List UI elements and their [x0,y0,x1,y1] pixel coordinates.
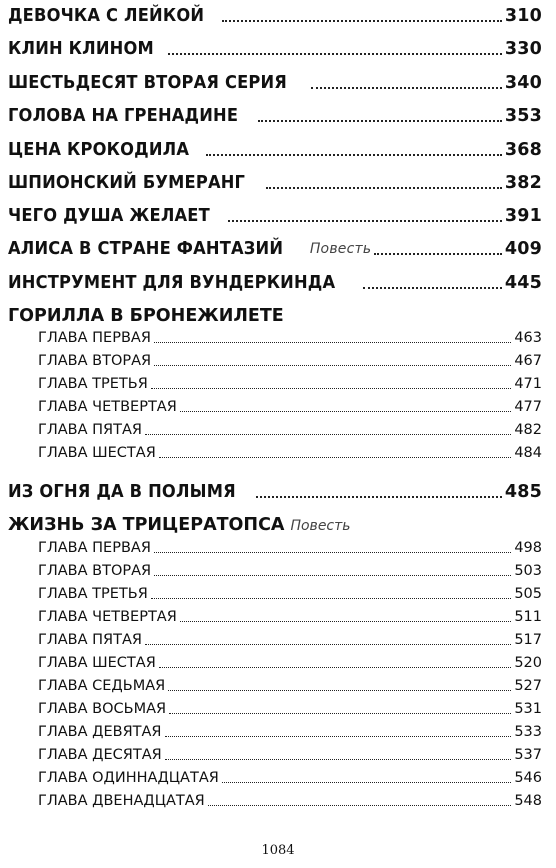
toc-entry[interactable] [8,205,542,227]
chapter-page: 548 [514,793,542,809]
chapter-entry[interactable] [38,792,542,810]
chapter-page: 505 [514,586,542,602]
toc-entry-note: Повесть [309,241,372,257]
dot-leader [222,781,512,783]
dot-leader [228,219,502,222]
toc-entry-title: АЛИСА В СТРАНЕ ФАНТАЗИЙ [8,239,284,259]
dot-leader [168,689,511,691]
dot-leader [180,620,512,622]
chapter-title: ГЛАВА СЕДЬМАЯ [38,678,166,694]
dot-leader [145,643,511,645]
toc-entry-title: ЦЕНА КРОКОДИЛА [8,140,190,160]
chapter-entry[interactable] [38,608,542,626]
chapter-title: ГЛАВА ШЕСТАЯ [38,445,156,461]
dot-leader [151,387,512,389]
dot-leader [222,19,502,22]
chapter-page: 533 [514,724,542,740]
chapter-entry[interactable] [38,375,542,393]
toc-entry-title: ГОЛОВА НА ГРЕНАДИНЕ [8,106,239,126]
section-heading[interactable] [8,514,351,537]
chapter-title: ГЛАВА ВТОРАЯ [38,563,152,579]
page-number: 1084 [261,843,295,858]
chapter-title: ГЛАВА ВТОРАЯ [38,353,152,369]
chapter-title: ГЛАВА ДЕСЯТАЯ [38,747,162,763]
toc-entry-title: ДЕВОЧКА С ЛЕЙКОЙ [8,6,205,26]
dot-leader [169,712,511,714]
dot-leader [159,666,512,668]
dot-leader [159,456,512,458]
section-heading-title: ГОРИЛЛА В БРОНЕЖИЛЕТЕ [8,306,284,326]
toc-entry[interactable] [8,172,542,194]
toc-entry[interactable] [8,238,542,260]
chapter-title: ГЛАВА ТРЕТЬЯ [38,586,148,602]
toc-entry[interactable] [8,481,542,503]
chapter-entry[interactable] [38,352,542,370]
chapter-page: 531 [514,701,542,717]
toc-entry-title: ШПИОНСКИЙ БУМЕРАНГ [8,173,246,193]
chapter-entry[interactable] [38,539,542,557]
chapter-page: 484 [514,445,542,461]
chapter-title: ГЛАВА ЧЕТВЕРТАЯ [38,609,177,625]
chapter-entry[interactable] [38,654,542,672]
toc-entry-title: КЛИН КЛИНОМ [8,39,154,59]
chapter-entry[interactable] [38,585,542,603]
dot-leader [151,597,512,599]
chapter-entry[interactable] [38,631,542,649]
dot-leader [154,364,511,366]
dot-leader [154,551,511,553]
chapter-entry[interactable] [38,329,542,347]
chapter-title: ГЛАВА ДЕВЯТАЯ [38,724,162,740]
chapter-page: 511 [514,609,542,625]
toc-entry-page: 445 [504,273,542,293]
chapter-page: 477 [514,399,542,415]
chapter-title: ГЛАВА ЧЕТВЕРТАЯ [38,399,177,415]
toc-entry-title: ИНСТРУМЕНТ ДЛЯ ВУНДЕРКИНДА [8,273,336,293]
dot-leader [165,735,512,737]
dot-leader [206,153,502,156]
dot-leader [154,341,511,343]
chapter-entry[interactable] [38,723,542,741]
chapter-title: ГЛАВА ПЯТАЯ [38,632,142,648]
toc-entry-page: 382 [504,173,542,193]
toc-entry[interactable] [8,105,542,127]
chapter-page: 503 [514,563,542,579]
chapter-title: ГЛАВА ПЕРВАЯ [38,540,151,556]
dot-leader [363,286,502,289]
toc-entry-page: 368 [504,140,542,160]
chapter-entry[interactable] [38,421,542,439]
toc-entry-page: 409 [504,239,542,259]
dot-leader [256,495,502,498]
toc-entry-page: 391 [504,206,542,226]
dot-leader [154,574,511,576]
chapter-title: ГЛАВА ВОСЬМАЯ [38,701,167,717]
toc-entry[interactable] [8,38,542,60]
chapter-entry[interactable] [38,562,542,580]
chapter-title: ГЛАВА ШЕСТАЯ [38,655,156,671]
section-heading-title: ЖИЗНЬ ЗА ТРИЦЕРАТОПСА [8,515,285,535]
toc-entry-page: 330 [504,39,542,59]
dot-leader [168,52,502,55]
toc-entry[interactable] [8,272,542,294]
chapter-page: 517 [514,632,542,648]
chapter-page: 537 [514,747,542,763]
chapter-page: 546 [514,770,542,786]
dot-leader [374,252,502,255]
toc-entry[interactable] [8,5,542,27]
chapter-entry[interactable] [38,444,542,462]
chapter-page: 471 [514,376,542,392]
chapter-page: 467 [514,353,542,369]
dot-leader [258,119,501,122]
toc-entry-title: ИЗ ОГНЯ ДА В ПОЛЫМЯ [8,482,236,502]
chapter-page: 463 [514,330,542,346]
toc-entry-title: ЧЕГО ДУША ЖЕЛАЕТ [8,206,210,226]
toc-entry-title: ШЕСТЬДЕСЯТ ВТОРАЯ СЕРИЯ [8,73,288,93]
dot-leader [180,410,512,412]
chapter-page: 498 [514,540,542,556]
toc-entry-page: 353 [504,106,542,126]
chapter-entry[interactable] [38,677,542,695]
chapter-page: 527 [514,678,542,694]
chapter-title: ГЛАВА ПЕРВАЯ [38,330,151,346]
chapter-title: ГЛАВА ПЯТАЯ [38,422,142,438]
dot-leader [165,758,512,760]
chapter-page: 520 [514,655,542,671]
chapter-title: ГЛАВА ТРЕТЬЯ [38,376,148,392]
toc-entry[interactable] [8,139,542,161]
toc-entry-page: 340 [504,73,542,93]
chapter-entry[interactable] [38,769,542,787]
chapter-title: ГЛАВА ДВЕНАДЦАТАЯ [38,793,205,809]
dot-leader [311,86,502,89]
chapter-entry[interactable] [38,746,542,764]
dot-leader [266,186,502,189]
chapter-title: ГЛАВА ОДИННАДЦАТАЯ [38,770,219,786]
chapter-entry[interactable] [38,700,542,718]
section-heading[interactable] [8,305,284,327]
toc-entry-page: 485 [504,482,542,502]
section-heading-note: Повесть [290,518,351,534]
toc-entry[interactable] [8,72,542,94]
toc-entry-page: 310 [504,6,542,26]
dot-leader [208,804,512,806]
dot-leader [145,433,511,435]
chapter-page: 482 [514,422,542,438]
chapter-entry[interactable] [38,398,542,416]
